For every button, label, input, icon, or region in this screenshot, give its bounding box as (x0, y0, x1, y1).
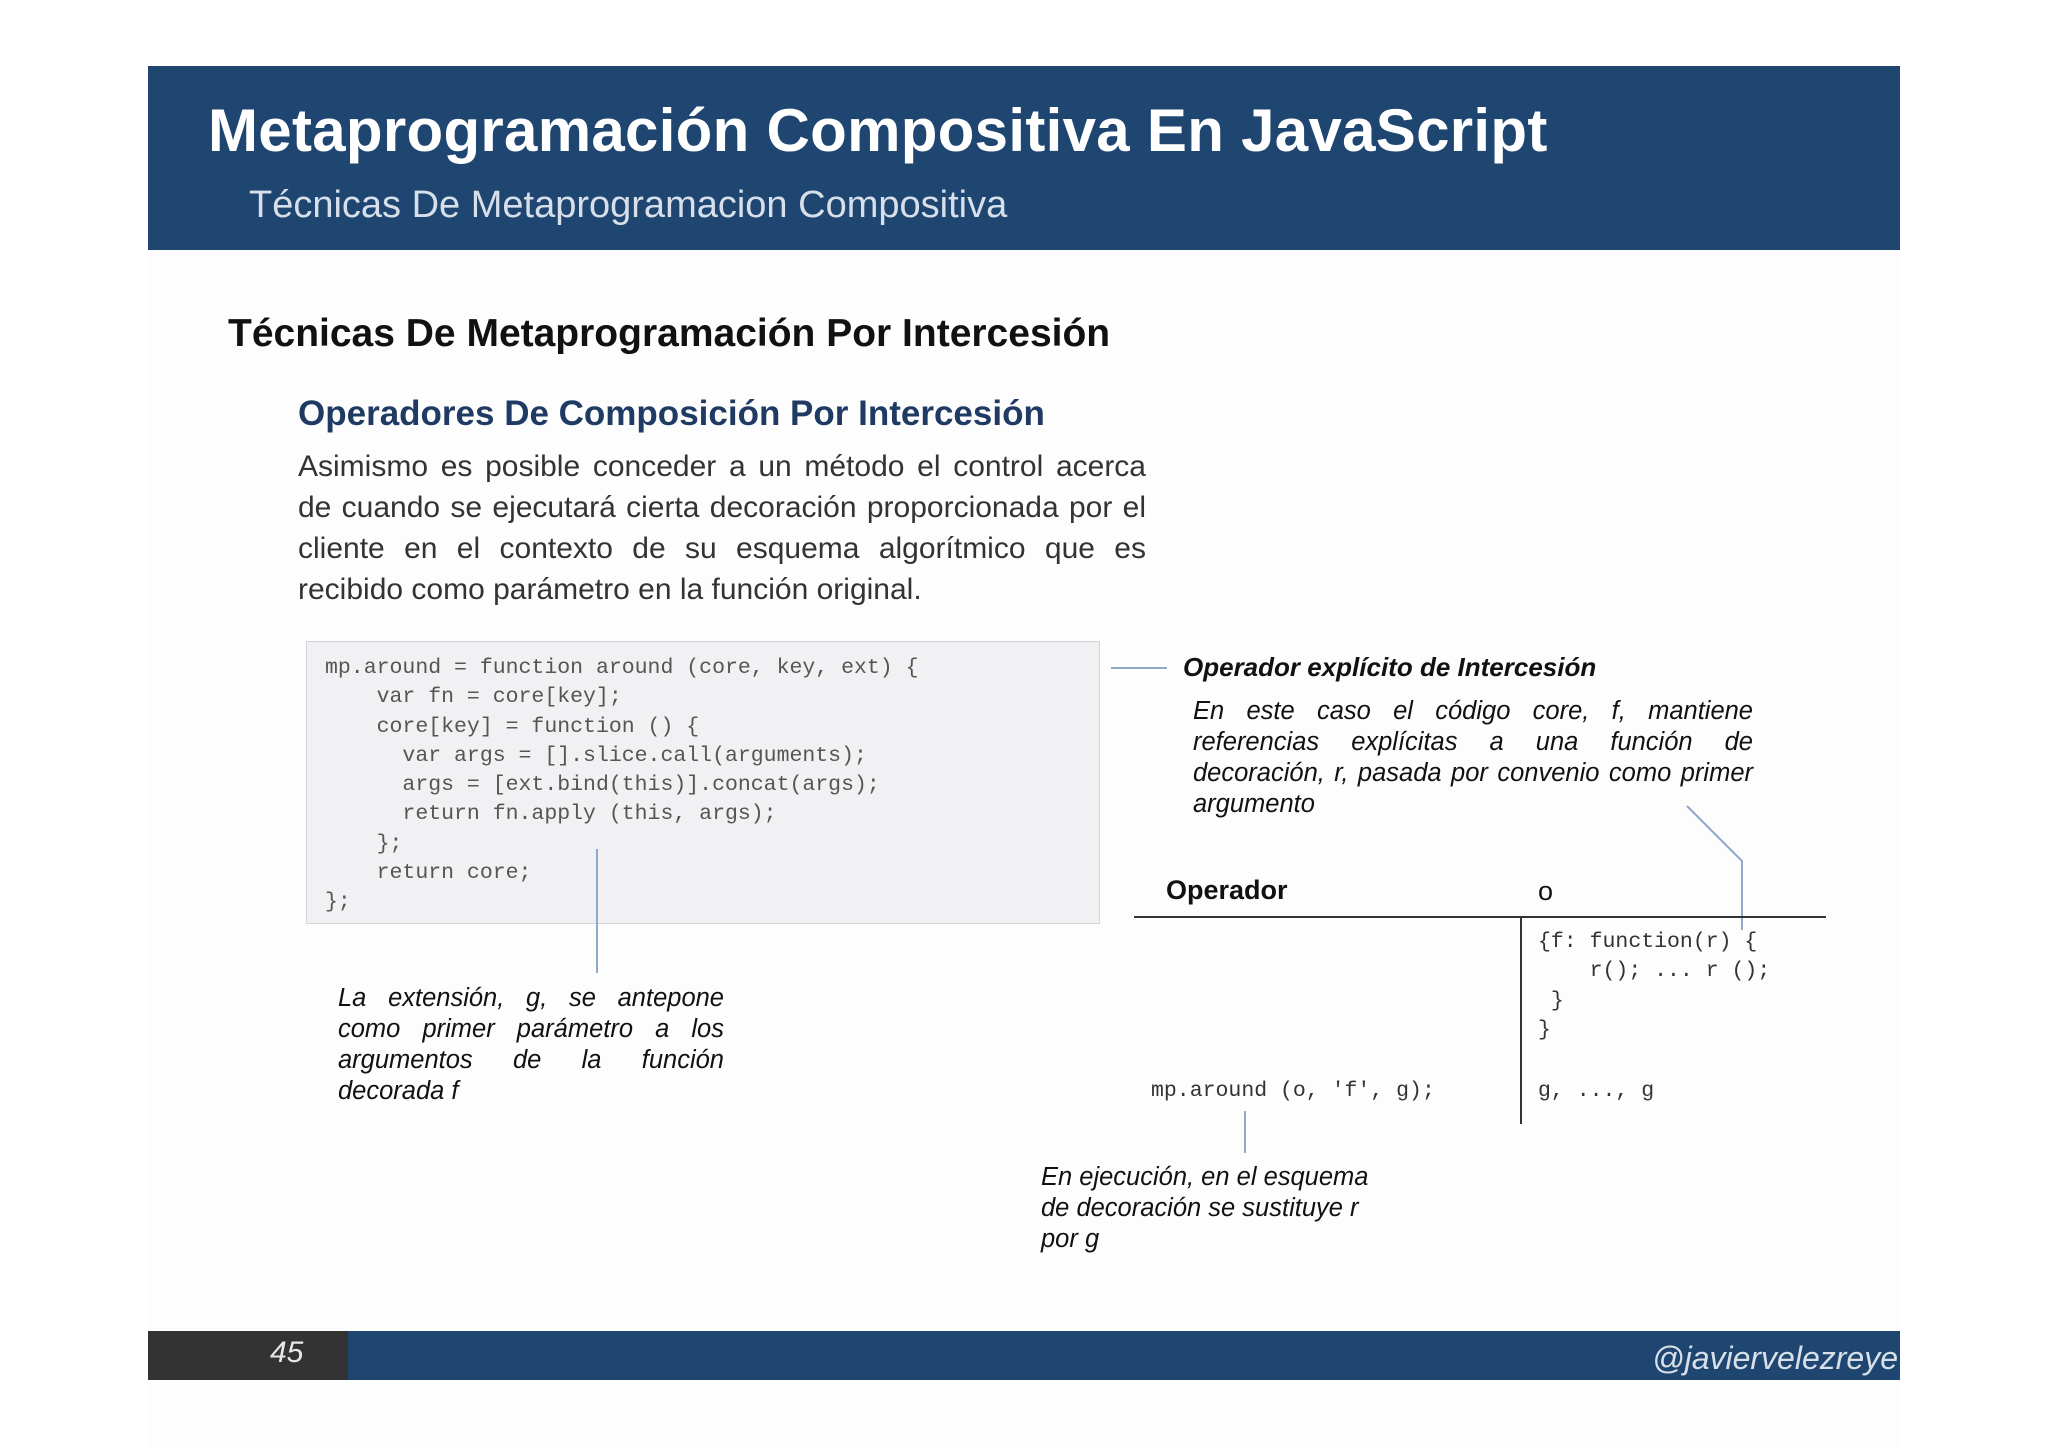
page-number-box (148, 1331, 348, 1380)
around-call: mp.around (o, 'f', g); (1151, 1079, 1435, 1103)
callout-connector (1111, 667, 1167, 669)
operator-symbol: o (1538, 876, 1554, 906)
subsection-heading: Operadores De Composición Por Intercesión (298, 394, 1045, 433)
extension-note: La extensión, g, se antepone como primer parámetro a los argumentos de la función decorada f (338, 984, 724, 1105)
operator-label: Operador (1166, 875, 1288, 905)
execution-note: En ejecución, en el esquema de decoración se sustituye r por g (1041, 1163, 1369, 1253)
table-divider-horizontal (1134, 916, 1826, 918)
callout-title: Operador explícito de Intercesión (1183, 652, 1597, 682)
result-connector (1244, 1111, 1246, 1153)
code-block (306, 641, 1100, 924)
slide-subtitle: Técnicas De Metaprogramacion Compositiva (249, 184, 1008, 226)
callout-body: En este caso el código core, f, mantiene referencias explícitas a una función de decoración, r, pasada por convenio como primer argumento (1193, 697, 1753, 818)
table-divider-vertical (1520, 918, 1522, 1124)
intro-paragraph: Asimismo es posible conceder a un método el control acerca de cuando se ejecutará cierta decoración proporcionada por el cliente en el contexto de su esquema algorítmico que es recibido como parámetro en la función original. (298, 450, 1146, 606)
extension-connector (596, 849, 598, 973)
result-sequence: g, ..., g (1538, 1079, 1655, 1103)
object-code: {f: function(r) { r(); ... r (); } } (1538, 930, 1771, 1042)
slide-title: Metaprogramación Compositiva En JavaScript (208, 97, 1548, 164)
section-heading: Técnicas De Metaprogramación Por Intercesión (228, 312, 1111, 355)
code-listing: mp.around = function around (core, key, ext) { var fn = core[key]; core[key] = function () { var args = [].slice.call(arguments); args = [ext.bind(this)].concat(args); return fn.apply (this, args); }; return core; }; (325, 656, 919, 915)
page-number: 45 (270, 1336, 304, 1369)
author-handle: @javiervelezreye (1652, 1340, 1898, 1376)
